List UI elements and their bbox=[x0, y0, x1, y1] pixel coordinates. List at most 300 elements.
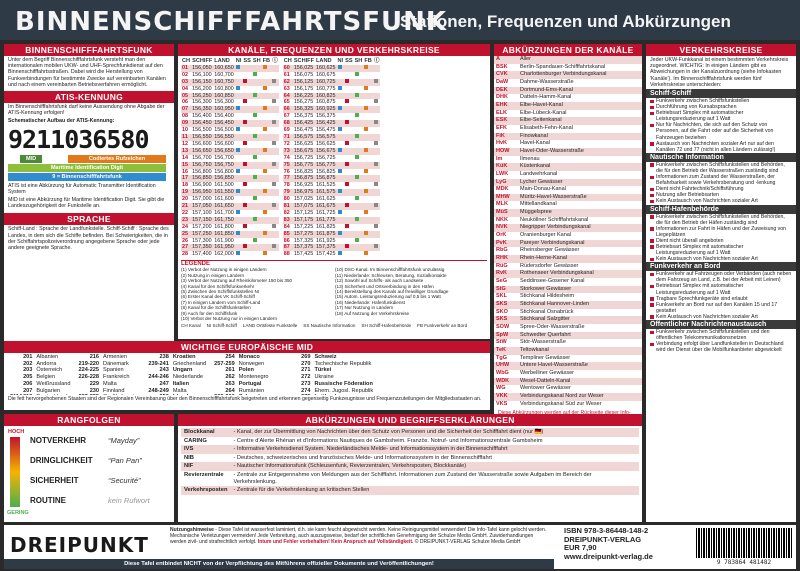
land-frequency: 156,300 bbox=[214, 99, 234, 106]
ship-frequency: 156,700 bbox=[192, 154, 212, 161]
abbrev-code: StW bbox=[496, 339, 507, 346]
europe-mid-row bbox=[146, 394, 208, 395]
verkehrskreis-marker bbox=[235, 113, 243, 120]
channel-row bbox=[283, 79, 381, 86]
channel-abbrev-row bbox=[494, 240, 642, 248]
abbrev-name: Havel-Oder-Wasserstraße bbox=[518, 148, 642, 156]
channel-number: 25 bbox=[181, 231, 191, 238]
channel-number: 78 bbox=[283, 182, 290, 189]
land-frequency: 162,000 bbox=[214, 251, 234, 258]
verkehrskreis-marker bbox=[242, 169, 251, 176]
mid-code: 216 bbox=[89, 354, 100, 360]
channel-number: 86 bbox=[283, 237, 290, 244]
verkehrskreis-marker bbox=[242, 210, 251, 217]
verkehrskreis-marker bbox=[252, 141, 262, 148]
verkehrskreis-marker bbox=[354, 155, 364, 162]
verkehrskreis-marker bbox=[337, 217, 345, 224]
verkehrskreis-marker bbox=[354, 106, 364, 113]
verkehrskreis-marker bbox=[242, 148, 251, 155]
channel-number: 61 bbox=[283, 71, 290, 78]
ship-frequency: 156,200 bbox=[192, 85, 212, 92]
legend-item: (1) Verbot der Nutzung in einigen Ländern bbox=[181, 267, 267, 273]
verkehrskreis-marker bbox=[363, 196, 372, 203]
left-column bbox=[4, 44, 174, 379]
verkehrskreis-marker bbox=[242, 196, 251, 203]
verkehrskreis-marker bbox=[271, 210, 279, 217]
channel-row bbox=[181, 189, 279, 196]
verkehrskreis-marker bbox=[271, 175, 279, 182]
channel-abbrev-row bbox=[494, 194, 642, 202]
channel-header: NI bbox=[235, 58, 242, 64]
channel-row bbox=[283, 134, 381, 141]
page-header bbox=[0, 0, 800, 40]
atis-diagram bbox=[8, 126, 170, 182]
verkehrskreis-marker bbox=[262, 217, 271, 224]
verkehrskreis-marker bbox=[242, 155, 251, 162]
mid-country: Andorra bbox=[36, 360, 57, 367]
channel-number: 69 bbox=[283, 127, 290, 134]
verkehrskreis-marker bbox=[235, 217, 243, 224]
verkehrskreis-marker bbox=[271, 65, 279, 72]
terms-panel bbox=[178, 414, 642, 522]
channel-row bbox=[181, 65, 279, 72]
mid-code: 206 bbox=[23, 380, 33, 387]
abbrev-code: DaW bbox=[496, 78, 509, 85]
channel-abbrev-table bbox=[494, 56, 642, 408]
ship-frequency: 157,050 bbox=[192, 203, 212, 210]
land-frequency: 156,850 bbox=[214, 175, 234, 182]
verkehrskreis-marker bbox=[344, 72, 353, 79]
ship-frequency: 156,375 bbox=[293, 113, 314, 120]
abbrev-code: OrK bbox=[496, 232, 507, 239]
channel-abbrev-row bbox=[494, 370, 642, 378]
abbrev-name: Rheinsberger Gewässer bbox=[520, 247, 580, 254]
mid-code: 203 bbox=[23, 367, 33, 374]
channel-table-right bbox=[283, 58, 381, 258]
mid-code: 201 bbox=[23, 354, 33, 360]
mid-country: Malta bbox=[172, 387, 187, 394]
europe-mid-row bbox=[77, 381, 143, 388]
channel-header: LAND bbox=[214, 58, 230, 64]
legend-item: (17) Nur Nutzung in Ländern bbox=[335, 305, 394, 311]
abbrev-code: StG bbox=[494, 286, 518, 294]
legend-item: (11) Niederlande: Schleusen, Beratung, Sozialkontakte bbox=[335, 272, 447, 278]
channel-number: 63 bbox=[283, 85, 290, 92]
term-definition: - Nautischer Informationsfunk (Schleusenfunk, Revierzentralen, Verkehrsposten, Blockkanäle) bbox=[231, 462, 640, 471]
channel-row bbox=[283, 155, 381, 162]
verkehrskreis-heading: Schiff-Hafenbehörde bbox=[646, 205, 796, 214]
channel-row bbox=[181, 162, 279, 169]
verkehrskreis-marker bbox=[271, 244, 279, 251]
mid-code: 270 bbox=[301, 360, 311, 367]
verkehrskreis-marker bbox=[337, 224, 345, 231]
abbrev-name: Rüdersdorfer Gewässer bbox=[520, 262, 579, 269]
verkehrskreis-marker bbox=[242, 127, 251, 134]
mid-country: Armenien bbox=[103, 354, 127, 360]
verkehrskreis-marker bbox=[262, 162, 271, 169]
verkehrskreis-marker bbox=[242, 203, 251, 210]
abbrev-code: LWK bbox=[496, 170, 509, 177]
channel-number: 01 bbox=[181, 65, 191, 72]
europe-mid-row bbox=[146, 381, 208, 388]
land-frequency: 156,450 bbox=[214, 120, 234, 127]
legend-right bbox=[335, 267, 485, 321]
europe-mid-row bbox=[77, 367, 143, 374]
europe-mid-row bbox=[77, 374, 143, 381]
verkehrskreis-marker bbox=[242, 238, 251, 245]
verkehrskreis-marker bbox=[271, 127, 279, 134]
ship-frequency: 157,225 bbox=[293, 223, 314, 230]
verkehrskreis-marker bbox=[363, 251, 372, 258]
channel-abbrev-row bbox=[494, 133, 642, 141]
verkehrskreis-list bbox=[646, 329, 796, 353]
land-frequency: 160,725 bbox=[316, 78, 336, 85]
land-frequency: 161,575 bbox=[316, 189, 336, 196]
abbrev-name: Spree-Oder-Wasserstraße bbox=[520, 323, 585, 330]
term-definition: - Informative Verkehrsdienst System. Niederländisches Melde- und Informationssystem in der Binnenschifffahrt bbox=[231, 445, 640, 454]
europe-mid-row bbox=[146, 361, 208, 368]
abbrev-code: A bbox=[494, 56, 518, 64]
channel-row bbox=[283, 217, 381, 224]
verkehrskreis-item: Durchführung von Kursabsprachen bbox=[650, 104, 792, 110]
mid-code bbox=[146, 394, 171, 395]
mid-country: Italien bbox=[172, 380, 190, 387]
verkehrskreis-marker bbox=[363, 224, 372, 231]
legend-key-item: SS Nautische Information bbox=[303, 323, 356, 329]
ship-frequency: 156,050 bbox=[192, 64, 212, 71]
rangfolge-callword: “Securité” bbox=[108, 475, 141, 485]
abbrev-name: Ilmenau bbox=[520, 155, 540, 162]
abbrev-name: Werbelliner Gewässer bbox=[520, 369, 575, 376]
mid-country: Ukraine bbox=[314, 374, 334, 381]
legend-item: (10) Verbot der Nutzung nur in einigen Ländern bbox=[181, 315, 278, 321]
verkehrskreis-marker bbox=[235, 169, 243, 176]
priority-high: HOCH bbox=[8, 429, 25, 435]
verkehrskreis-marker bbox=[262, 93, 271, 100]
land-frequency: 161,775 bbox=[316, 216, 336, 223]
europe-mid-row bbox=[8, 374, 73, 381]
legend-item: (10) DSC-Kanal. Im Binnenschifffahrtsfunk unzulässig bbox=[335, 267, 445, 273]
mid-code: 263 bbox=[225, 380, 235, 387]
land-frequency: 161,700 bbox=[214, 209, 234, 216]
verkehrskreis-marker bbox=[252, 244, 262, 251]
verkehrskreis-marker bbox=[373, 162, 381, 169]
verkehrskreis-marker bbox=[363, 99, 372, 106]
channel-row bbox=[283, 169, 381, 176]
channel-number: 82 bbox=[283, 209, 290, 216]
verkehrskreis-marker bbox=[252, 120, 262, 127]
abbrev-name: Elbe-Seitenkanal bbox=[518, 117, 642, 125]
verkehrskreis-marker bbox=[262, 224, 271, 231]
mid-country bbox=[312, 394, 375, 395]
abbrev-code: RHK bbox=[494, 255, 518, 263]
verkehrskreis-marker bbox=[252, 72, 262, 79]
verkehrskreis-marker bbox=[271, 141, 279, 148]
europe-mid-row bbox=[299, 388, 375, 395]
footer-publisher: DREIPUNKT-VERLAG bbox=[564, 534, 642, 544]
verkehrskreis-marker bbox=[337, 79, 345, 86]
mid-country: Griechenland bbox=[172, 360, 207, 367]
channel-row bbox=[181, 251, 279, 258]
channel-abbrev-row bbox=[494, 270, 642, 278]
ship-frequency: 156,150 bbox=[192, 78, 212, 85]
verkehrskreis-marker bbox=[337, 238, 345, 245]
land-frequency: 160,675 bbox=[316, 71, 336, 78]
mid-country: Norwegen bbox=[238, 360, 265, 367]
channel-number: 27 bbox=[181, 244, 191, 251]
europe-heading: WICHTIGE EUROPÄISCHE MID bbox=[4, 341, 490, 353]
abbrev-name: Main-Donau-Kanal bbox=[520, 186, 566, 193]
channel-row bbox=[283, 244, 381, 251]
land-frequency: 161,500 bbox=[214, 182, 234, 189]
verkehrskreis-marker bbox=[262, 86, 271, 93]
ship-frequency: 156,650 bbox=[192, 147, 212, 154]
mid-code: 273 bbox=[301, 380, 311, 387]
rangfolge-row bbox=[30, 470, 170, 490]
abbrev-code: SKS bbox=[494, 301, 518, 309]
land-frequency: 156,550 bbox=[214, 133, 234, 140]
abbrev-code: BSK bbox=[496, 63, 508, 70]
verkehrskreis-marker bbox=[252, 217, 262, 224]
abbrev-name: Stör-Wasserstraße bbox=[520, 339, 566, 346]
verkehrskreis-marker bbox=[363, 65, 372, 72]
mid-code: 219-220 bbox=[78, 360, 100, 367]
verkehrskreis-marker bbox=[242, 99, 251, 106]
verkehrskreis-marker bbox=[344, 196, 353, 203]
abbrev-name: Seddinsee-Gosener Kanal bbox=[520, 278, 585, 285]
channel-row bbox=[181, 238, 279, 245]
verkehrskreis-marker bbox=[373, 224, 381, 231]
legend-item: (8) Kanal für die Schiffsfunkstellen bbox=[181, 305, 251, 311]
channel-abbrev-row bbox=[494, 148, 642, 156]
ship-frequency: 156,475 bbox=[293, 127, 314, 134]
verkehrskreis-marker bbox=[337, 134, 345, 141]
mid-country: Schweiz bbox=[314, 354, 337, 360]
verkehrskreis-marker bbox=[363, 155, 372, 162]
channel-row bbox=[283, 238, 381, 245]
mid-code: 229 bbox=[89, 380, 100, 387]
verkehrskreis-marker bbox=[354, 238, 364, 245]
verkehrskreis-marker bbox=[271, 93, 279, 100]
footer-price: EUR 7,90 bbox=[564, 543, 597, 552]
verkehrskreis-list bbox=[646, 271, 796, 320]
channel-number: 60 bbox=[283, 65, 293, 72]
ship-frequency: 156,250 bbox=[192, 92, 212, 99]
europe-mid-row bbox=[299, 361, 375, 368]
verkehrskreis-marker bbox=[363, 231, 372, 238]
verkehrskreis-marker bbox=[252, 162, 262, 169]
priority-low: GERING bbox=[7, 510, 29, 516]
ship-frequency: 156,225 bbox=[293, 92, 314, 99]
verkehrskreis-marker bbox=[337, 155, 345, 162]
channel-header: ⓘ bbox=[272, 58, 278, 64]
abbrev-name: Lycher Gewässer bbox=[518, 179, 642, 187]
mid-code: 274 bbox=[301, 387, 311, 394]
legend-key-item: SH Schiff-Hafenbehörde bbox=[361, 323, 412, 329]
land-frequency: 160,950 bbox=[214, 106, 234, 113]
ship-frequency: 157,350 bbox=[192, 244, 212, 251]
channel-number: 77 bbox=[283, 175, 293, 182]
abbrev-name: Küstenkanal bbox=[518, 163, 642, 171]
verkehrskreis-marker bbox=[344, 65, 353, 72]
verkehrskreis-marker bbox=[242, 72, 251, 79]
verkehrskreis-marker bbox=[262, 127, 271, 134]
term-row bbox=[181, 462, 639, 471]
ship-frequency: 156,425 bbox=[293, 120, 314, 127]
verkehrskreis-marker bbox=[271, 72, 279, 79]
mid-code: 244-246 bbox=[148, 374, 169, 381]
channel-number: 64 bbox=[283, 93, 293, 100]
verkehrskreis-marker bbox=[363, 93, 372, 100]
verkehrskreis-marker bbox=[373, 127, 381, 134]
verkehrskreis-item: Funkverkehr zwischen Schiffsfunkstellen und Behörden, die für den Betrieb der Häfen zuständig sind bbox=[650, 214, 792, 226]
verkehrskreis-marker bbox=[373, 93, 381, 100]
verkehrskreis-marker bbox=[363, 113, 372, 120]
term-name: NIB bbox=[184, 454, 194, 461]
ship-frequency: 156,625 bbox=[293, 140, 314, 147]
verkehrskreis-marker bbox=[344, 210, 353, 217]
verkehrskreise-panel bbox=[646, 44, 796, 522]
verkehrskreis-marker bbox=[252, 155, 262, 162]
verkehrskreis-marker bbox=[235, 182, 243, 189]
verkehrskreis-marker bbox=[271, 238, 279, 245]
term-row bbox=[181, 486, 639, 495]
channel-header: ⓘ bbox=[373, 58, 380, 64]
europe-mid-row bbox=[299, 354, 375, 361]
verkehrskreis-marker bbox=[344, 99, 353, 106]
verkehrskreis-marker bbox=[363, 217, 372, 224]
verkehrskreis-marker bbox=[337, 203, 345, 210]
channel-row bbox=[283, 93, 381, 100]
channel-number: 23 bbox=[181, 217, 191, 224]
channel-header: SCHIFF bbox=[192, 58, 213, 64]
mid-country: Dänemark bbox=[103, 360, 129, 367]
channel-number: 13 bbox=[181, 148, 191, 155]
mid-country: Polen bbox=[238, 367, 254, 374]
europe-mid-row bbox=[212, 367, 295, 374]
channel-number: 06 bbox=[182, 99, 188, 106]
channel-number: 72 bbox=[283, 140, 290, 147]
atis-text: Im Binnenschifffahrtsfunk darf keine Aussendung ohne Abgabe der ATIS-Kennung erfolgen! bbox=[8, 104, 165, 117]
land-frequency: 156,425 bbox=[316, 120, 336, 127]
verkehrskreis-marker bbox=[363, 162, 372, 169]
term-definition: - Zentrale für die Verkehrslenkung an kritischen Stellen bbox=[231, 486, 640, 495]
verkehrskreis-marker bbox=[271, 113, 279, 120]
abbrev-name: Teltowkanal bbox=[518, 347, 642, 355]
channel-abbrev-row bbox=[494, 201, 642, 209]
channel-row bbox=[181, 175, 279, 182]
legend-key-item: LAND Ortsfeste Funkstelle bbox=[242, 323, 298, 329]
mid-country: Russische Föderation bbox=[314, 380, 373, 387]
abbrev-name: Niegripper Verbindungskanal bbox=[518, 224, 642, 232]
verkehrskreis-marker bbox=[344, 134, 353, 141]
ship-frequency: 156,350 bbox=[192, 106, 212, 113]
land-frequency: 160,850 bbox=[214, 92, 234, 99]
channel-row bbox=[283, 189, 381, 196]
land-frequency: 156,675 bbox=[316, 147, 336, 154]
verkehrskreis-marker bbox=[262, 99, 271, 106]
verkehrskreis-marker bbox=[344, 203, 353, 210]
channel-number: 21 bbox=[181, 203, 191, 210]
verkehrskreis-marker bbox=[354, 217, 364, 224]
channel-header: SH bbox=[252, 58, 261, 64]
mid-country: Türkei bbox=[314, 367, 332, 374]
verkehrskreis-marker bbox=[242, 162, 251, 169]
channel-abbrev-row bbox=[494, 102, 642, 110]
verkehrskreis-marker bbox=[337, 72, 345, 79]
channel-abbrev-row bbox=[494, 278, 642, 286]
verkehrskreis-marker bbox=[252, 79, 262, 86]
channel-header: SS bbox=[243, 58, 251, 64]
verkehrskreis-marker bbox=[242, 86, 251, 93]
abbrev-code: MDK bbox=[496, 186, 509, 193]
mid-code: 238 bbox=[159, 354, 169, 360]
europe-mid-row bbox=[212, 381, 295, 388]
channel-row bbox=[181, 79, 279, 86]
legend-item: (4) Kanal für den Schiffsfunkverkehr bbox=[181, 283, 255, 289]
verkehrskreis-marker bbox=[242, 141, 251, 148]
europe-mid-row bbox=[299, 367, 375, 374]
abbrev-code: HOW bbox=[494, 148, 518, 156]
abbrev-name: Wesel-Datteln-Kanal bbox=[518, 378, 642, 386]
term-row bbox=[181, 454, 639, 463]
land-frequency: 160,625 bbox=[316, 64, 336, 71]
ship-frequency: 157,375 bbox=[293, 244, 314, 251]
term-definition: - Kanal, der zur Übermittlung von Nachrichten über den Schutz von Personen und die Sicherheit der Schifffahrt dient (nur 🇩🇪) bbox=[231, 428, 640, 437]
land-frequency: 160,875 bbox=[316, 99, 336, 106]
verkehrskreis-item: Funkverkehr an Bord nur auf den Kanälen 15 und 17 gestattet bbox=[650, 302, 792, 314]
verkehrskreis-marker bbox=[337, 127, 345, 134]
verkehrskreis-marker bbox=[235, 175, 243, 182]
channel-number: 03 bbox=[181, 79, 191, 86]
verkehrskreis-marker bbox=[252, 210, 262, 217]
verkehrskreise-intro: Jeder UKW-Funkkanal ist einem bestimmten Verkehrskreis zugeordnet. WICHTIG: In einigen Ländern gibt es Abweichungen in der Kanalzuordnung (siehe Infokasten 'Kanäle'). Im Binnenschifffahrtsfunk werden fünf Verkehrskreise unterschieden: bbox=[650, 57, 789, 88]
channel-tables bbox=[178, 56, 490, 258]
verkehrskreis-marker bbox=[354, 120, 364, 127]
land-frequency: 160,775 bbox=[316, 85, 336, 92]
verkehrskreis-marker bbox=[271, 182, 279, 189]
verkehrskreis-marker bbox=[363, 120, 372, 127]
ship-frequency: 156,275 bbox=[293, 99, 314, 106]
verkehrskreis-marker bbox=[271, 196, 279, 203]
channel-row bbox=[181, 203, 279, 210]
verkehrskreis-marker bbox=[373, 169, 381, 176]
mid-country: Finnland bbox=[103, 387, 125, 394]
mid-country bbox=[34, 394, 72, 395]
verkehrskreis-marker bbox=[354, 162, 364, 169]
verkehrskreis-marker bbox=[354, 99, 364, 106]
atis-def-1: ATIS ist eine Abkürzung für Automatic Transmitter Identification System bbox=[8, 182, 156, 195]
channels-heading: KANÄLE, FREQUENZEN UND VERKEHRSKREISE bbox=[178, 44, 490, 56]
channel-abbrev-row bbox=[494, 339, 642, 347]
ship-frequency: 157,200 bbox=[192, 223, 212, 230]
verkehrskreis-marker bbox=[271, 217, 279, 224]
abbrev-code: SOW bbox=[496, 323, 510, 330]
ship-frequency: 156,300 bbox=[192, 99, 212, 106]
channel-number: 24 bbox=[182, 223, 188, 230]
abbrev-code: WG bbox=[496, 385, 506, 392]
europe-mid-row bbox=[146, 374, 208, 381]
footer-publication bbox=[564, 527, 653, 561]
verkehrskreis-marker bbox=[354, 231, 364, 238]
channel-row bbox=[181, 127, 279, 134]
land-frequency: 156,500 bbox=[214, 127, 234, 134]
verkehrskreis-marker bbox=[363, 203, 372, 210]
verkehrskreis-marker bbox=[252, 86, 262, 93]
abbrev-code: CVK bbox=[494, 71, 518, 79]
verkehrskreis-item: Funkverkehr zwischen Schiffsfunkstellen und Behörden, die für den Betrieb der Wasserstraßen zuständig sind bbox=[650, 162, 792, 174]
land-frequency: 161,850 bbox=[214, 230, 234, 237]
